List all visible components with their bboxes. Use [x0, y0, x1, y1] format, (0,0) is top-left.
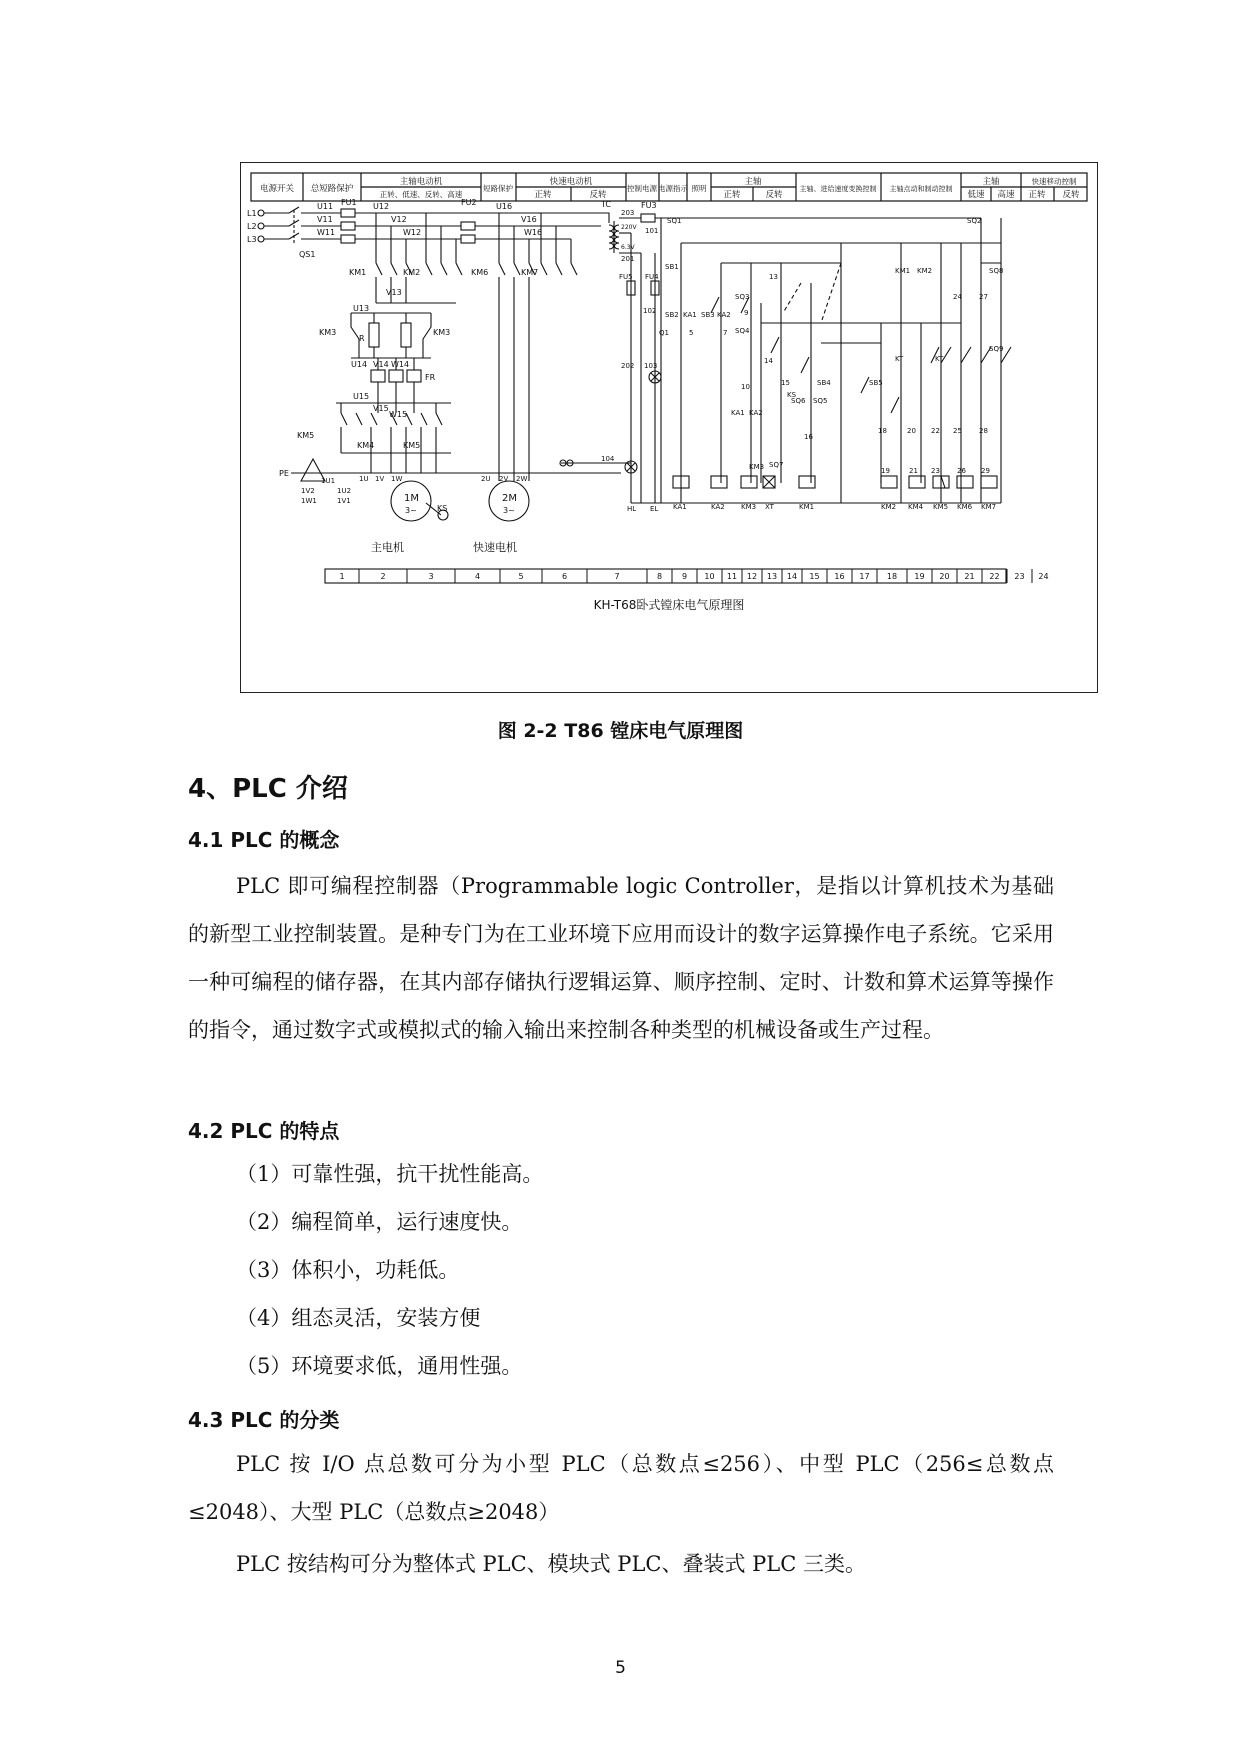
ruler-cell-label: 11 [726, 572, 738, 581]
coil-label: XT [765, 503, 774, 511]
node-number: 23 [931, 467, 940, 475]
node-number: 18 [878, 427, 887, 435]
section-4-2-title: 4.2 PLC 的特点 [188, 1119, 340, 1143]
label-sb1: SB1 [665, 263, 679, 271]
label-km5-left: KM5 [297, 431, 315, 440]
node-number: 24 [953, 293, 962, 301]
section-4-3-paragraph-1: PLC 按 I/O 点总数可分为小型 PLC（总数点≤256）、中型 PLC（256≤总数点≤2048）、大型 PLC（总数点≥2048） [188, 1452, 1054, 1524]
label-sb4: SB4 [817, 379, 831, 387]
label-104: 104 [601, 455, 615, 463]
ruler-cell-label: 12 [746, 572, 758, 581]
node-number: 7 [723, 329, 728, 337]
ruler-cell-label: 3 [428, 572, 434, 581]
label-l1: L1 [247, 209, 257, 218]
ruler-cell-label: 19 [914, 572, 925, 581]
label-el: EL [650, 505, 659, 513]
ruler-cell-label: 17 [859, 572, 870, 581]
hdr-spindle: 主轴 [744, 177, 762, 187]
node-number: 15 [781, 379, 790, 387]
ruler-cell-label: 18 [886, 572, 898, 581]
label-sb2: SB2 [665, 311, 679, 319]
hdr-move-fwd: 正转 [1028, 190, 1046, 200]
page-number: 5 [615, 1658, 626, 1678]
coil-label: KM5 [933, 503, 949, 511]
section-4-1-title: 4.1 PLC 的概念 [188, 828, 340, 852]
node-number: 9 [744, 309, 749, 317]
hdr-high-speed: 高速 [997, 190, 1015, 200]
ruler-cell-label: 13 [766, 572, 778, 581]
label-km3-left: KM3 [319, 328, 337, 337]
label-ka1-a: KA1 [683, 311, 697, 319]
ruler-cell-label: 24 [1038, 572, 1049, 581]
ruler-cell-label: 15 [809, 572, 820, 581]
hdr-power-switch: 电源开关 [259, 184, 295, 194]
hdr-low-speed: 低速 [967, 190, 985, 200]
label-fu1: FU1 [341, 198, 357, 207]
label-pe: PE [279, 469, 289, 478]
label-km3-right: KM3 [433, 328, 451, 337]
label-1u2: 1U2 [337, 487, 352, 495]
label-202: 202 [621, 362, 635, 370]
label-1v2: 1V2 [301, 487, 315, 495]
node-number: 22 [931, 427, 940, 435]
main-circuit-wiring [258, 207, 1011, 521]
ruler-cell-label: 2 [380, 572, 386, 581]
label-1u1: 1U1 [321, 477, 336, 485]
hdr-control-power: 控制电源 [627, 184, 657, 193]
coil-label: KA2 [711, 503, 725, 511]
node-number: 5 [689, 329, 694, 337]
node-number: 13 [769, 273, 778, 281]
coil-label: KA1 [673, 503, 687, 511]
label-u11: U11 [317, 202, 334, 211]
hdr-power-indicator: 电源指示 [658, 184, 688, 193]
coil-label: KM3 [741, 503, 757, 511]
label-motor1-phase: 3~ [405, 506, 417, 515]
node-number: 16 [804, 433, 813, 441]
label-u12: U12 [373, 202, 390, 211]
section-4-3-paragraph-2: PLC 按结构可分为整体式 PLC、模块式 PLC、叠装式 PLC 三类。 [236, 1552, 866, 1576]
label-km1-b: KM1 [895, 267, 911, 275]
hdr-spindle-modes: 正转、低速、反转、高速 [379, 190, 463, 199]
label-6v: 6.3V [621, 244, 635, 251]
label-w14: W14 [391, 360, 410, 369]
label-sq5: SQ5 [813, 397, 828, 405]
label-fu2: FU2 [461, 198, 477, 207]
feature-item-5: （5）环境要求低，通用性强。 [236, 1354, 523, 1378]
label-tc: TC [601, 200, 612, 209]
label-ka2-a: KA2 [717, 311, 731, 319]
ruler-cell-label: 14 [786, 572, 798, 581]
label-w1u: 1U [359, 475, 369, 483]
hdr-speed-change: 主轴、进给速度变换控制 [799, 185, 877, 193]
label-u16: U16 [496, 202, 513, 211]
feature-item-3: （3）体积小，功耗低。 [236, 1258, 460, 1282]
label-103: 103 [644, 362, 658, 370]
ruler-cell-label: 4 [474, 572, 481, 581]
label-hl: HL [627, 505, 637, 513]
label-v14: V14 [373, 360, 389, 369]
schematic-svg [241, 163, 1097, 692]
label-km6: KM6 [471, 268, 489, 277]
label-v12: V12 [391, 215, 407, 224]
label-220v: 220V [621, 224, 637, 231]
label-ks: KS [437, 504, 448, 513]
label-km5: KM5 [403, 441, 421, 450]
label-sq9: SQ9 [989, 345, 1004, 353]
label-1w1: 1W1 [301, 497, 317, 505]
node-number: 20 [907, 427, 916, 435]
hdr-spindle-motor: 主轴电动机 [399, 177, 443, 187]
hdr-main-short-protect: 总短路保护 [310, 184, 354, 194]
label-203: 203 [621, 209, 635, 217]
label-km3-coil-node: KM3 [749, 463, 765, 471]
coil-label: KM6 [957, 503, 973, 511]
label-w15: W15 [389, 410, 408, 419]
label-v11: V11 [317, 215, 333, 224]
coil-label: KM7 [981, 503, 997, 511]
label-u14: U14 [351, 360, 368, 369]
label-fu3: FU3 [641, 201, 657, 210]
label-sq8: SQ8 [989, 267, 1004, 275]
node-number: 25 [953, 427, 962, 435]
label-v16: V16 [521, 215, 537, 224]
hdr-move-rev: 反转 [1062, 190, 1080, 200]
section-4-1-paragraph: PLC 即可编程控制器（Programmable logic Controller，是指以计算机技术为基础的新型工业控制装置。是种专门为在工业环境下应用而设计的数字运算操作电子系统。它采用一种可编程的储存器，在其内部存储执行逻辑运算、顺序控制、定时、计数和算术运算等操作的指令，通过数字式或模拟式的输入输出来控制各种类型的机械设备或生产过程。 [188, 874, 1054, 1042]
figure-caption: 图 2-2 T86 镗床电气原理图 [497, 720, 744, 742]
ruler-cell-label: 22 [989, 572, 1000, 581]
ruler-cell-label: 10 [704, 572, 715, 581]
label-km2: KM2 [403, 268, 421, 277]
ruler-cell-label: 23 [1014, 572, 1025, 581]
label-sq6: SQ6 [791, 397, 806, 405]
label-w2w: 2W [516, 475, 528, 483]
label-w12: W12 [403, 228, 422, 237]
node-number: 26 [957, 467, 966, 475]
label-u15: U15 [353, 392, 370, 401]
label-kt-b: KT [935, 355, 944, 363]
node-number: 21 [909, 467, 918, 475]
hdr-spindle-fwd: 正转 [723, 190, 741, 200]
label-sq4: SQ4 [735, 327, 750, 335]
schematic-figure [240, 162, 1098, 693]
label-qs1: QS1 [299, 250, 316, 259]
label-v15: V15 [373, 404, 389, 413]
ruler-cell-label: 21 [964, 572, 975, 581]
ruler-cell-label: 20 [939, 572, 950, 581]
label-w1v: 1V [375, 475, 385, 483]
label-fu4: FU4 [645, 273, 659, 281]
hdr-rapid-motor: 快速电动机 [549, 177, 593, 187]
label-main-motor: 主电机 [371, 541, 404, 554]
label-sq3: SQ3 [735, 293, 750, 301]
ruler-cell-label: 6 [561, 572, 568, 581]
label-km2-b: KM2 [917, 267, 933, 275]
label-fr: FR [425, 373, 436, 382]
label-w11: W11 [317, 228, 336, 237]
ruler-cell-label: 1 [339, 572, 345, 581]
label-km4: KM4 [357, 441, 375, 450]
label-l2: L2 [247, 222, 257, 231]
coil-label: KM4 [908, 503, 924, 511]
ruler-cell-label: 5 [518, 572, 524, 581]
label-km1: KM1 [349, 268, 367, 277]
ruler-cell-label: 8 [656, 572, 663, 581]
hdr-rapid-move: 快速移动控制 [1031, 177, 1077, 186]
label-101: 101 [645, 227, 659, 235]
hdr-short-protect: 短路保护 [483, 184, 513, 193]
hdr-spindle-speed: 主轴 [982, 177, 1000, 187]
feature-item-2: （2）编程简单，运行速度快。 [236, 1210, 523, 1234]
hdr-spindle-rev: 反转 [765, 190, 783, 200]
hdr-rapid-fwd: 正转 [534, 190, 552, 200]
label-201: 201 [621, 255, 635, 263]
label-sq2: SQ2 [967, 217, 982, 225]
label-kt-a: KT [895, 355, 904, 363]
schematic-ruler [325, 569, 1006, 583]
node-number: 29 [981, 467, 990, 475]
coil-label: KM1 [799, 503, 815, 511]
ruler-cell-label: 9 [681, 572, 688, 581]
label-ka2-b: KA2 [749, 409, 763, 417]
hdr-rapid-rev: 反转 [589, 190, 607, 200]
node-number: 10 [741, 383, 750, 391]
label-1v1: 1V1 [337, 497, 351, 505]
node-number-group [689, 273, 990, 475]
label-fu5: FU5 [619, 273, 633, 281]
node-number: 14 [764, 357, 773, 365]
label-km7: KM7 [521, 268, 539, 277]
label-l3: L3 [247, 235, 257, 244]
label-sb3: SB3 [701, 311, 715, 319]
node-number: 19 [881, 467, 890, 475]
label-motor1-id: 1M [404, 493, 419, 504]
label-motor2-phase: 3~ [503, 506, 515, 515]
hdr-jog-brake: 主轴点动和制动控制 [889, 185, 953, 193]
coil-label-group [673, 503, 996, 511]
node-number: 27 [979, 293, 988, 301]
label-rapid-motor: 快速电机 [473, 541, 517, 554]
feature-item-1: （1）可靠性强，抗干扰性能高。 [236, 1162, 544, 1186]
label-w2v: 2V [499, 475, 509, 483]
label-motor2-id: 2M [502, 493, 517, 504]
node-number: 28 [979, 427, 988, 435]
section-4-3-title: 4.3 PLC 的分类 [188, 1408, 340, 1432]
ruler-cell-label: 16 [834, 572, 845, 581]
label-sq1: SQ1 [667, 217, 682, 225]
schematic-title: KH-T68卧式镗床电气原理图 [593, 598, 745, 612]
label-102: 102 [643, 307, 657, 315]
label-sb5: SB5 [869, 379, 883, 387]
label-w2u: 2U [481, 475, 491, 483]
feature-item-4: （4）组态灵活，安装方便 [236, 1306, 481, 1330]
label-v13: V13 [386, 288, 402, 297]
coil-label: KM2 [881, 503, 897, 511]
ruler-cell-label: 7 [614, 572, 620, 581]
hdr-lighting: 照明 [691, 184, 707, 193]
label-q1: Q1 [659, 329, 669, 337]
label-w1w: 1W [391, 475, 403, 483]
label-u13: U13 [353, 304, 370, 313]
section-4-title: 4、PLC 介绍 [188, 774, 348, 804]
label-w16: W16 [524, 228, 543, 237]
label-ka1-b: KA1 [731, 409, 745, 417]
label-r: R [359, 334, 365, 343]
ruler-cells [339, 569, 1048, 583]
label-ks-b: KS [787, 391, 797, 399]
label-sq7: SQ7 [769, 461, 784, 469]
